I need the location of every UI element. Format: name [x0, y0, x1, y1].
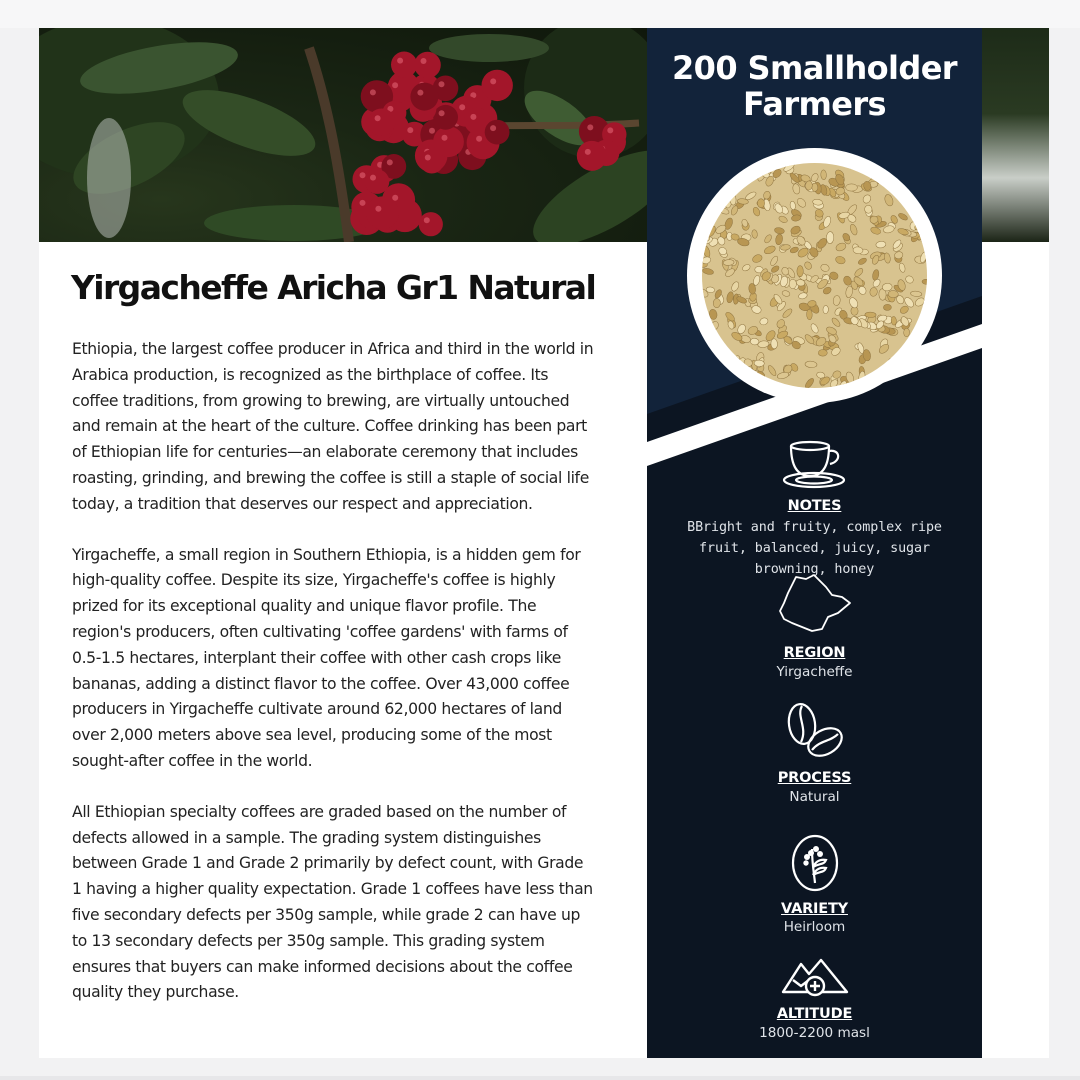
cherry-highlight [470, 114, 476, 120]
cherry-highlight [375, 206, 381, 212]
green-bean-mark [865, 205, 873, 213]
green-bean-mark [733, 355, 741, 366]
description-paragraph-2: Yirgacheffe, a small region in Southern Ethiopia, is a hidden gem for high-quality coffee. Despite its size, Yirgacheffe's coffee is highly prized for its exceptional quality and unique flavor profile. The region's producers, often cultivating 'coffee gardens' with farms of 0.5-1.5 hectares, interplant their coffee with other cash crops like bananas, adding a distinct flavor to the coffee. Over 43,000 coffee producers in Yirgacheffe cultivate around 62,000 hectares of land over 2,000 meters above sea level, producing some of the most sought-after coffee in the world. [72, 545, 581, 770]
green-bean-mark [717, 196, 727, 204]
cherry-mark [391, 52, 417, 78]
notes-attribute [647, 434, 982, 580]
cherry-highlight [459, 104, 465, 110]
green-bean-mark [738, 367, 750, 379]
cherry-highlight [424, 217, 430, 223]
attributes-panel [647, 28, 982, 1058]
notes-label: NOTES [787, 498, 842, 514]
product-title: Yirgacheffe Aricha Gr1 Natural [71, 268, 596, 307]
green-bean-mark [914, 216, 925, 222]
process-value: Natural [789, 789, 840, 805]
cherry-highlight [360, 200, 366, 206]
mountain-icon [779, 956, 851, 1000]
green-bean-mark [710, 203, 720, 212]
green-bean-mark [886, 176, 896, 186]
cherry-highlight [392, 82, 398, 88]
cherry-mark [420, 150, 444, 174]
cherry-mark [433, 105, 458, 130]
green-beans-photo [687, 148, 942, 403]
green-bean-mark [757, 199, 765, 208]
variety-value: Heirloom [783, 919, 846, 935]
green-bean-mark [865, 312, 876, 318]
cherry-mark [577, 141, 607, 171]
cherry-highlight [370, 175, 376, 181]
green-bean-mark [741, 368, 753, 381]
cherry-highlight [387, 159, 393, 165]
cherry-highlight [607, 127, 613, 133]
cherry-highlight [425, 155, 431, 161]
cherry-mark [366, 196, 399, 229]
process-label: PROCESS [777, 770, 852, 786]
cherry-highlight [490, 78, 496, 84]
cherry-mark [485, 120, 510, 145]
green-bean-mark [826, 231, 834, 243]
green-bean-mark [888, 290, 898, 298]
cherry-mark [414, 52, 441, 79]
altitude-label: ALTITUDE [776, 1006, 853, 1022]
cherry-mark [365, 169, 390, 194]
ethiopia-map-icon [776, 573, 854, 635]
cherry-highlight [392, 195, 398, 201]
green-bean-mark [818, 349, 827, 356]
green-bean-mark [823, 305, 829, 313]
top-bar [0, 0, 1080, 28]
variety-label: VARIETY [781, 901, 848, 917]
green-bean-mark [704, 324, 714, 331]
cherry-highlight [421, 58, 427, 64]
green-bean-mark [904, 328, 910, 337]
cherry-highlight [407, 127, 413, 133]
altitude-attribute [647, 956, 982, 1041]
coffee-cherries-photo [39, 28, 647, 242]
region-attribute [647, 573, 982, 680]
green-bean-mark [846, 184, 858, 191]
cherry-highlight [587, 124, 593, 130]
green-bean-mark [702, 327, 710, 340]
description-paragraph-1: Ethiopia, the largest coffee producer in Africa and third in the world in Arabica production, is recognized as the birthplace of coffee. Its coffee traditions, from growing to brewing, are virtually untouched and remain at the heart of the culture. Coffee drinking has been part of Ethiopian life for centuries—an elaborate ceremony that includes roasting, grinding, and brewing the coffee is still a staple of social life today, a tradition that deserves our respect and appreciation. [72, 340, 594, 513]
green-bean-mark [713, 194, 723, 205]
cherry-highlight [397, 58, 403, 64]
cherry-highlight [370, 89, 376, 95]
green-bean-mark [806, 309, 812, 320]
process-attribute [647, 698, 982, 805]
green-bean-mark [797, 266, 804, 277]
variety-attribute [647, 833, 982, 935]
product-description [72, 337, 597, 1031]
cherry-highlight [360, 172, 366, 178]
green-bean-mark [821, 170, 827, 180]
cherry-highlight [585, 149, 591, 155]
description-paragraph-3: All Ethiopian specialty coffees are graded based on the number of defects allowed in a sample. The grading system distinguishes between Grade 1 and Grade 2 primarily by defect count, with Grade 1 having a higher quality expectation. Grade 1 coffees have less than five secondary defects per 350g sample, while grade 2 can have up to 13 secondary defects per 350g sample. This grading system ensures that buyers can make informed decisions about the coffee quality they purchase. [72, 802, 593, 1002]
green-bean-mark [722, 356, 731, 367]
green-bean-mark [914, 212, 925, 220]
coffee-beans-icon [780, 698, 850, 764]
cherry-highlight [439, 110, 445, 116]
green-bean-mark [750, 338, 759, 345]
cherry-highlight [417, 90, 423, 96]
green-bean-mark [857, 163, 863, 171]
cherry-mark [482, 70, 513, 101]
cherry-highlight [375, 115, 381, 121]
cherry-highlight [429, 128, 435, 134]
hero-photo-edge [982, 28, 1049, 242]
region-value: Yirgacheffe [776, 664, 853, 680]
cherry-mark [368, 109, 395, 136]
coffee-cup-icon [780, 434, 850, 490]
green-bean-mark [895, 187, 905, 197]
green-bean-mark [886, 179, 896, 189]
bottom-bar [0, 1076, 1080, 1080]
cherry-highlight [439, 81, 445, 87]
green-bean-mark [891, 316, 897, 325]
altitude-value: 1800-2200 masl [759, 1025, 870, 1041]
cherry-mark [410, 83, 438, 111]
farmers-headline: 200 Smallholder Farmers [672, 49, 957, 123]
green-bean-mark [883, 304, 891, 310]
green-bean-mark [862, 378, 873, 386]
green-bean-mark [862, 377, 873, 388]
cherry-highlight [442, 135, 448, 141]
coffee-plant-icon [788, 833, 842, 893]
green-bean-mark [717, 193, 727, 205]
green-bean-mark [812, 183, 818, 192]
green-bean-mark [789, 279, 796, 288]
cherry-highlight [490, 125, 496, 131]
notes-value: BBright and fruity, complex ripe fruit, balanced, juicy, sugar browning, honey [687, 520, 942, 577]
cherry-highlight [476, 136, 482, 142]
cherry-mark [419, 212, 443, 236]
region-label: REGION [783, 645, 846, 661]
